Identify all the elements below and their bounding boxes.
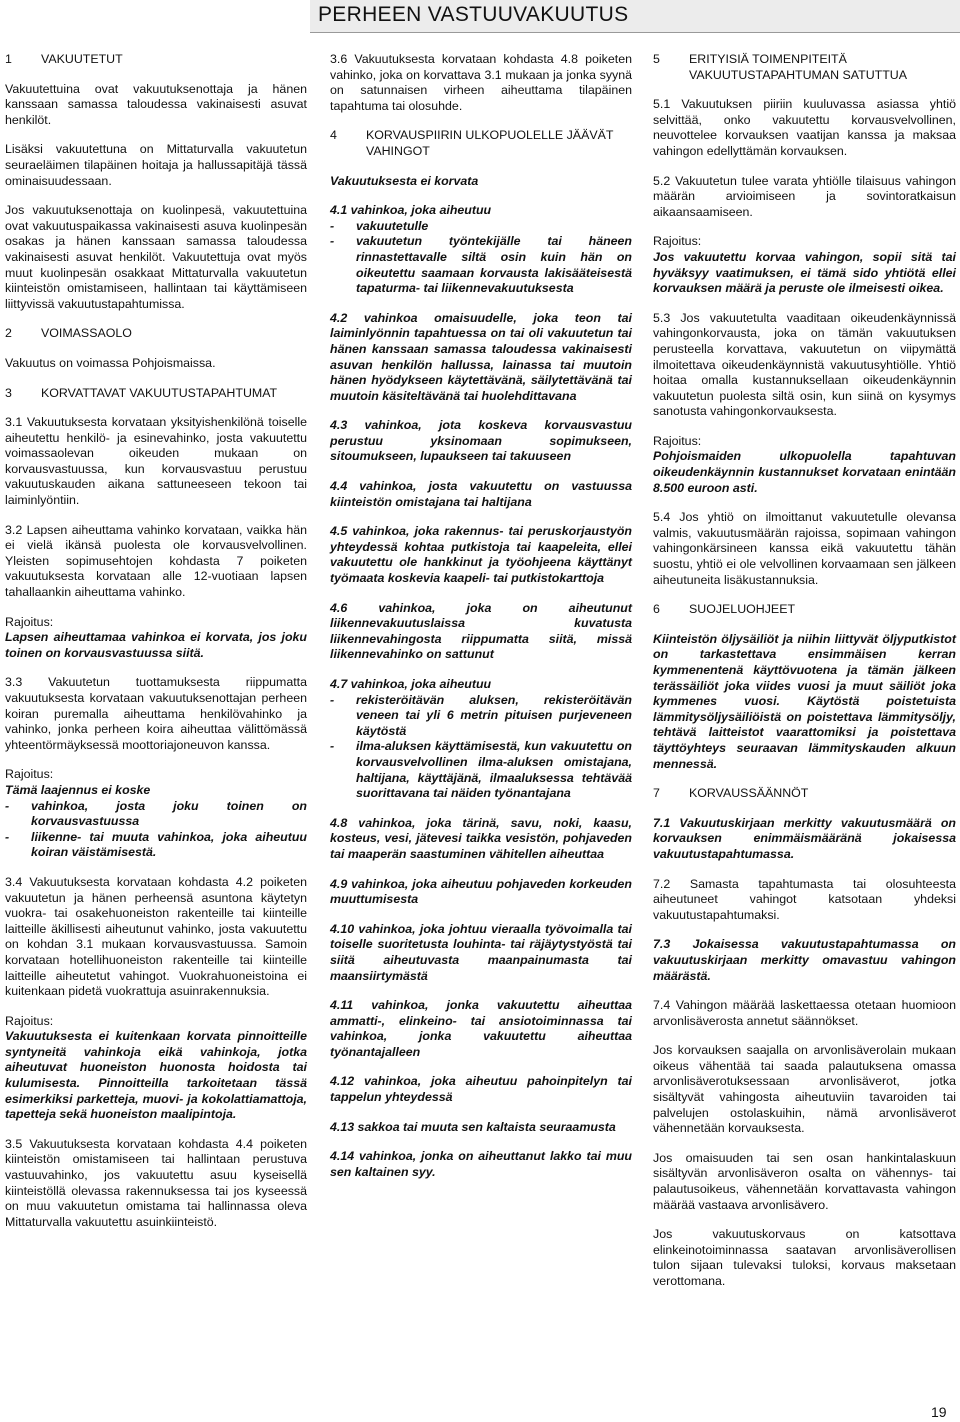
restriction-label: Rajoitus: <box>653 433 702 448</box>
exclusion-item: 4.2 vahinkoa omaisuudelle, joka teon tai laiminlyönnin tapahtuessa on tai oli vakuutetun tai hänen kanssaan samassa taloudessa vakinaisesti asuvan henkilön hallussa, lainassa tai muutoin hänen hyödykseen käytettävänä, säilytettävänä tai muutoin käsiteltävänä tai huolehdittavana <box>330 310 632 403</box>
restriction-label: Rajoitus: <box>5 1013 54 1028</box>
section-title: VAKUUTETUT <box>41 52 123 66</box>
paragraph: Lisäksi vakuutettuna on Mittaturvalla vakuutetun seuraeläimen tilapäinen hoitaja ja hallussapitäjä tässä ominaisuudessaan. <box>5 142 307 188</box>
exclusion-item: 4.1 vahinkoa, joka aiheutuu - vakuutetulle - vakuutetun työntekijälle tai häneen rinnastettavalle siltä osin kuin hän on oikeutettu saamaan korvausta lakisääteisestä tapaturma- tai liikennevakuutuksesta <box>330 203 632 296</box>
paragraph: Vakuutus on voimassa Pohjoismaissa. <box>5 355 216 370</box>
section-5-heading <box>653 52 956 83</box>
section-title: SUOJELUOHJEET <box>689 602 796 617</box>
exclusion-item: 4.4 vahinkoa, josta vakuutettu on vastuussa kiinteistön omistajana tai haltijana <box>330 479 632 509</box>
section-number: 3 <box>5 385 12 400</box>
section-7-heading <box>653 786 956 802</box>
section-title: ERITYISIÄ TOIMENPITEITÄ VAKUUTUSTAPAHTUMAN SATUTTUA <box>689 52 907 82</box>
exclusion-item: 4.10 vahinkoa, joka johtuu vieraalla työvoimalla tai toiselle suoritetusta louhinta- tai räjäytystyöstä tai siitä aiheutuvasta maanpainumasta tai maansiirtymästä <box>330 921 632 983</box>
paragraph: 5.4 Jos yhtiö on ilmoittanut vakuutetulle olevansa valmis, vakuutusmäärän rajoissa, sopimaan vahingon vahingonkärsineen kanssa eikä vakuutettu tähän suostu, yhtiö ei ole velvollinen korvaamaan sen jälkeen aiheutuneita lisäkustannuksia. <box>653 510 956 587</box>
paragraph: 7.1 Vakuutuskirjaan merkitty vakuutusmäärä on korvauksen enimmäismääränä jokaisessa vakuutustapahtumassa. <box>653 815 956 861</box>
list-item: - vakuutetun työntekijälle tai häneen rinnastettavalle siltä osin kuin hän on oikeutettu saamaan korvausta lakisääteisestä tapaturma- tai liikennevakuutuksesta <box>330 234 632 296</box>
restriction-label: Rajoitus: <box>653 234 702 249</box>
exclusion-item: 4.13 sakkoa tai muuta sen kaltaista seuraamusta <box>330 1119 616 1134</box>
restriction-text: Pohjoismaiden ulkopuolella tapahtuvan oikeudenkäynnin kustannukset korvataan enintään 8.500 euroon asti. <box>653 449 956 495</box>
restriction-text: Lapsen aiheuttamaa vahinkoa ei korvata, jos joku toinen on korvausvastuussa siitä. <box>5 630 307 660</box>
column-middle <box>330 52 632 1194</box>
list-item: - vakuutetulle <box>330 218 429 233</box>
exclusion-item: 4.6 vahinkoa, joka on aiheutunut liikennevakuutuslaissa kuvatusta liikennevahingosta riippumatta siitä, missä liikennevahinko on sattunut <box>330 600 632 662</box>
section-number: 2 <box>5 326 12 341</box>
restriction-block <box>653 234 956 296</box>
paragraph: Kiinteistön öljysäiliöt ja niihin liittyvät öljyputkistot on tarkastettava ensimmäisen kerran kymmenentenä käyttövuotena ja tämän jälkeen terässäiliöt joka viides vuosi ja muut säiliöt joka kymmenes vuosi. Käytöstä poistetuista lämmitysöljysäiliöistä on poistettava lämmitysöljy, tehtävä laitteistot vaarattomiksi ja poistettava täyttöyhteys seuraavan lämmityskauden alkuun mennessä. <box>653 631 956 771</box>
section-2-heading <box>5 326 307 342</box>
section-number: 1 <box>5 52 12 66</box>
restriction-block <box>5 767 307 861</box>
paragraph: 5.2 Vakuutetun tulee varata yhtiölle tilaisuus vahingon määrän arvioimiseen ja sovintoratkaisun aikaansaamiseen. <box>653 173 956 219</box>
section-3-heading <box>5 386 307 402</box>
title-divider <box>310 32 960 33</box>
section-number: 6 <box>653 602 660 617</box>
section-6-heading <box>653 602 956 618</box>
exclusion-item: 4.8 vahinkoa, joka tärinä, savu, noki, kaasu, kosteus, vesi, jätevesi taikka vesistön, pohjaveden tai maaperän saastuminen vähitellen aiheuttaa <box>330 815 632 861</box>
restriction-text: Jos vakuutettu korvaa vahingon, sopii sitä tai hyväksyy vaatimuksen, ei tämä sido yhtiötä ellei korvauksen määrä ja peruste ole ilmeisesti oikea. <box>653 249 956 296</box>
section-title: KORVAUSPIIRIN ULKOPUOLELLE JÄÄVÄT VAHINGOT <box>366 128 614 158</box>
restriction-label: Rajoitus: <box>5 767 54 782</box>
paragraph: Jos vakuutuskorvaus on katsottava elinkeinotoiminnassa saatavan arvonlisäverollisen tulon sijaan tulevaksi tuloksi, korvaus maksetaan verottomana. <box>653 1227 956 1288</box>
list-item: - liikenne- tai muuta vahinkoa, joka aiheutuu koiran väistämisestä. <box>5 829 307 860</box>
paragraph: 7.4 Vahingon määrää laskettaessa otetaan huomioon arvonlisäverosta annetut säännökset. <box>653 998 956 1028</box>
paragraph: 5.1 Vakuutuksen piiriin kuuluvassa asiassa yhtiö selvittää, onko vakuutettu korvausvelvollinen, neuvottelee korvauksen vaatijan kanssa ja maksaa vahingon edellyttämän korvauksen. <box>653 97 956 158</box>
exclusion-item: 4.12 vahinkoa, joka aiheutuu pahoinpitelyn tai tappelun yhteydessä <box>330 1074 632 1105</box>
paragraph: 3.1 Vakuutuksesta korvataan yksityishenkilönä toiselle aiheutettu henkilö- ja esinevahinko, josta vakuutettu voimassaolevan oikeuden mukaan on korvausvastuussa, kun korvausvastuu perustuu vakuutuskauden aikana sattuneeseen tekoon tai laiminlyöntiin. <box>5 415 307 508</box>
column-left <box>5 52 307 1244</box>
section-1-heading <box>5 52 307 68</box>
section-number: 7 <box>653 786 660 801</box>
page-title: PERHEEN VASTUUVAKUUTUS <box>310 0 960 32</box>
paragraph: 3.6 Vakuutuksesta korvataan kohdasta 4.8 poiketen vahinko, joka on korvattava 3.1 mukaan ja jonka syynä on satunnaisen virheen aiheuttama tilapäinen tapahtuma tai olosuhde. <box>330 52 632 113</box>
restriction-block <box>653 434 956 496</box>
restriction-text: Vakuutuksesta ei kuitenkaan korvata pinnoitteille syntyneitä vahinkoja eikä vahinkoja, jotka aiheutuvat huoneiston huonosta hoidosta tai kulumisesta. Pinnoitteilla tarkoitetaan tässä esimerkiksi parketteja, muovi- ja kokolattiamattoja, tapetteja sekä huoneiston maalipintoja. <box>5 1029 307 1122</box>
restriction-block <box>5 1014 307 1123</box>
exclusion-item: 4.7 vahinkoa, joka aiheutuu - rekisteröitävän aluksen, rekisteröitävän veneen tai yli 6 metrin pituisen purjeveneen käytöstä - ilma-aluksen käyttämisestä, kun vakuutettu on korvausvelvollinen ilma-aluksen omistajana, haltijana, käyttäjänä, ilmaaluksessa tehtävää suorittavana tai näiden työnantajana <box>330 677 632 801</box>
exclusion-item: 4.3 vahinkoa, jota koskeva korvausvastuu perustuu yksinomaan sopimukseen, sitoumukseen, lupaukseen tai takuuseen <box>330 418 632 464</box>
section-number: 5 <box>653 52 660 66</box>
paragraph: 3.4 Vakuutuksesta korvataan kohdasta 4.2 poiketen vakuutetun ja hänen perheensä asuntona käytetyn vuokra- tai osakehuoneiston rakenteille tai kiinteille laitteille äkillisesti aiheutunut vahinko, josta vakuutettu on kohdan 3.1 mukaan korvausvastuussa. Samoin korvataan hotellihuoneiston rakenteille tai kiinteille laitteille aiheutetut vahingot. Vuokrahuoneistoina ei kuitenkaan pidetä vuokrattuja asuinrakennuksia. <box>5 874 307 999</box>
paragraph: 7.2 Samasta tapahtumasta tai olosuhteesta aiheutuneet vahingot katsotaan yhdeksi vakuutustapahtumaksi. <box>653 876 956 922</box>
restriction-block <box>5 615 307 662</box>
list-item: - rekisteröitävän aluksen, rekisteröitävän veneen tai yli 6 metrin pituisen purjeveneen käytöstä <box>330 692 632 738</box>
page-number: 19 <box>931 1404 947 1420</box>
paragraph: 3.5 Vakuutuksesta korvataan kohdasta 4.4 poiketen kiinteistön omistamiseen tai hallintaan perustuva vastuuvahinko, jos vakuutettu asuu kyseisellä kiinteistöllä olevassa rakennuksessa tai jos kyseessä on muu vakuutetun omistama tai hallinnassa oleva Mittaturvalla vakuutettu asuinkiinteistö. <box>5 1136 307 1229</box>
paragraph: 3.3 Vakuutetun tuottamuksesta riippumatta vakuutuksesta korvataan vakuutuksenottajan perheen koiran puremalla aiheuttama henkilövahinko ja vahinko, jonka perheen koira aiheuttaa välittömässä yhteentörmäyksessä moottoriajoneuvon kanssa. <box>5 675 307 752</box>
section-title: VOIMASSAOLO <box>41 326 132 341</box>
restriction-intro: Tämä laajennus ei koske <box>5 782 151 797</box>
section-title: KORVATTAVAT VAKUUTUSTAPAHTUMAT <box>41 385 278 400</box>
section-4-heading <box>330 128 632 159</box>
exclusion-item: 4.9 vahinkoa, joka aiheutuu pohjaveden korkeuden muuttumisesta <box>330 876 632 907</box>
exclusion-item: 4.14 vahinkoa, jonka on aiheuttanut lakko tai muu sen kaltainen syy. <box>330 1149 632 1179</box>
paragraph: Jos korvauksen saajalla on arvonlisäverolain mukaan oikeus vähentää tai saada palautuksena omassa arvonlisäverotuksessaan arvonlisäverot, jotka sisältyvät vahingosta aiheutuviin tavaroiden tai palvelujen ostolaskuihin, nämä arvonlisäverot vähennetään korvauksesta. <box>653 1043 956 1136</box>
paragraph: Jos omaisuuden tai sen osan hankintalaskuun sisältyvän arvonlisäveron osalta on vähennys- tai palautusoikeus, vähennetään korvattavasta vahingon määrää vastaava arvonlisävero. <box>653 1150 956 1212</box>
paragraph: 7.3 Jokaisessa vakuutustapahtumassa on vakuutuskirjaan merkitty omavastuu vahingon määrästä. <box>653 937 956 983</box>
paragraph: Vakuutettuina ovat vakuutuksenottaja ja hänen kanssaan samassa taloudessa vakinaisesti asuvat henkilöt. <box>5 81 307 127</box>
exclusion-item: 4.11 vahinkoa, jonka vakuutettu aiheuttaa ammatti-, elinkeino- tai ansiotoiminnassa tai vahinkoa, jonka vakuutettu aiheuttaa työnantajalleen <box>330 998 632 1059</box>
paragraph: 5.3 Jos vakuutetulta vaaditaan oikeudenkäynnissä vahingonkorvausta, joka on tämän vakuutuksen perusteella korvattava, vakuutetun on viipymättä ilmoitettava oikeudenkäynnistä vakuutusyhtiölle. Yhtiö hoitaa omalla kustannuksellaan oikeudenkäynnin vakuutetun puolesta siltä osin, kun siinä on kysymys sanotusta vahingonkorvauksesta. <box>653 310 956 419</box>
section-title: KORVAUSSÄÄNNÖT <box>689 786 809 801</box>
paragraph: Jos vakuutuksenottaja on kuolinpesä, vakuutettuina ovat vakuutuspaikassa vakinaisesti asuva kuolinpesän osakas ja hänen kanssaan samassa taloudessa vakinaisesti asuvat henkilöt. Vakuutettuja ovat myös muut kuolinpesän osakkaat Mittaturvalla vakuutetun kiinteistön omistamiseen, hallintaan tai käyttämiseen liittyvissä vakuutustapahtumissa. <box>5 203 307 311</box>
list-item: - ilma-aluksen käyttämisestä, kun vakuutettu on korvausvelvollinen ilma-aluksen omistajana, haltijana, käyttäjänä, ilmaaluksessa tehtävää suorittavana tai näiden työnantajana <box>330 739 632 801</box>
restriction-label: Rajoitus: <box>5 614 54 629</box>
subheading: Vakuutuksesta ei korvata <box>330 173 479 188</box>
paragraph: 3.2 Lapsen aiheuttama vahinko korvataan, vaikka hän ei vielä ikänsä puolesta ole korvausvelvollinen. Yleisten sopimusehtojen kohdasta 7 poiketen vakuutuksesta korvataan alle 12-vuotiaan lapsen tahallaankin aiheuttama vahinko. <box>5 522 307 600</box>
list-item: - vahinkoa, josta joku toinen on korvausvastuussa <box>5 798 307 829</box>
exclusion-item: 4.5 vahinkoa, joka rakennus- tai peruskorjaustyön yhteydessä kohtaa putkistoja tai kaapeleita, ellei vakuutettu ole hankkinut ja työohjeena käyttänyt työmaata koskevia kaapeli- tai putkistokarttoja <box>330 524 632 586</box>
section-number: 4 <box>330 128 337 143</box>
column-right <box>653 52 956 1304</box>
